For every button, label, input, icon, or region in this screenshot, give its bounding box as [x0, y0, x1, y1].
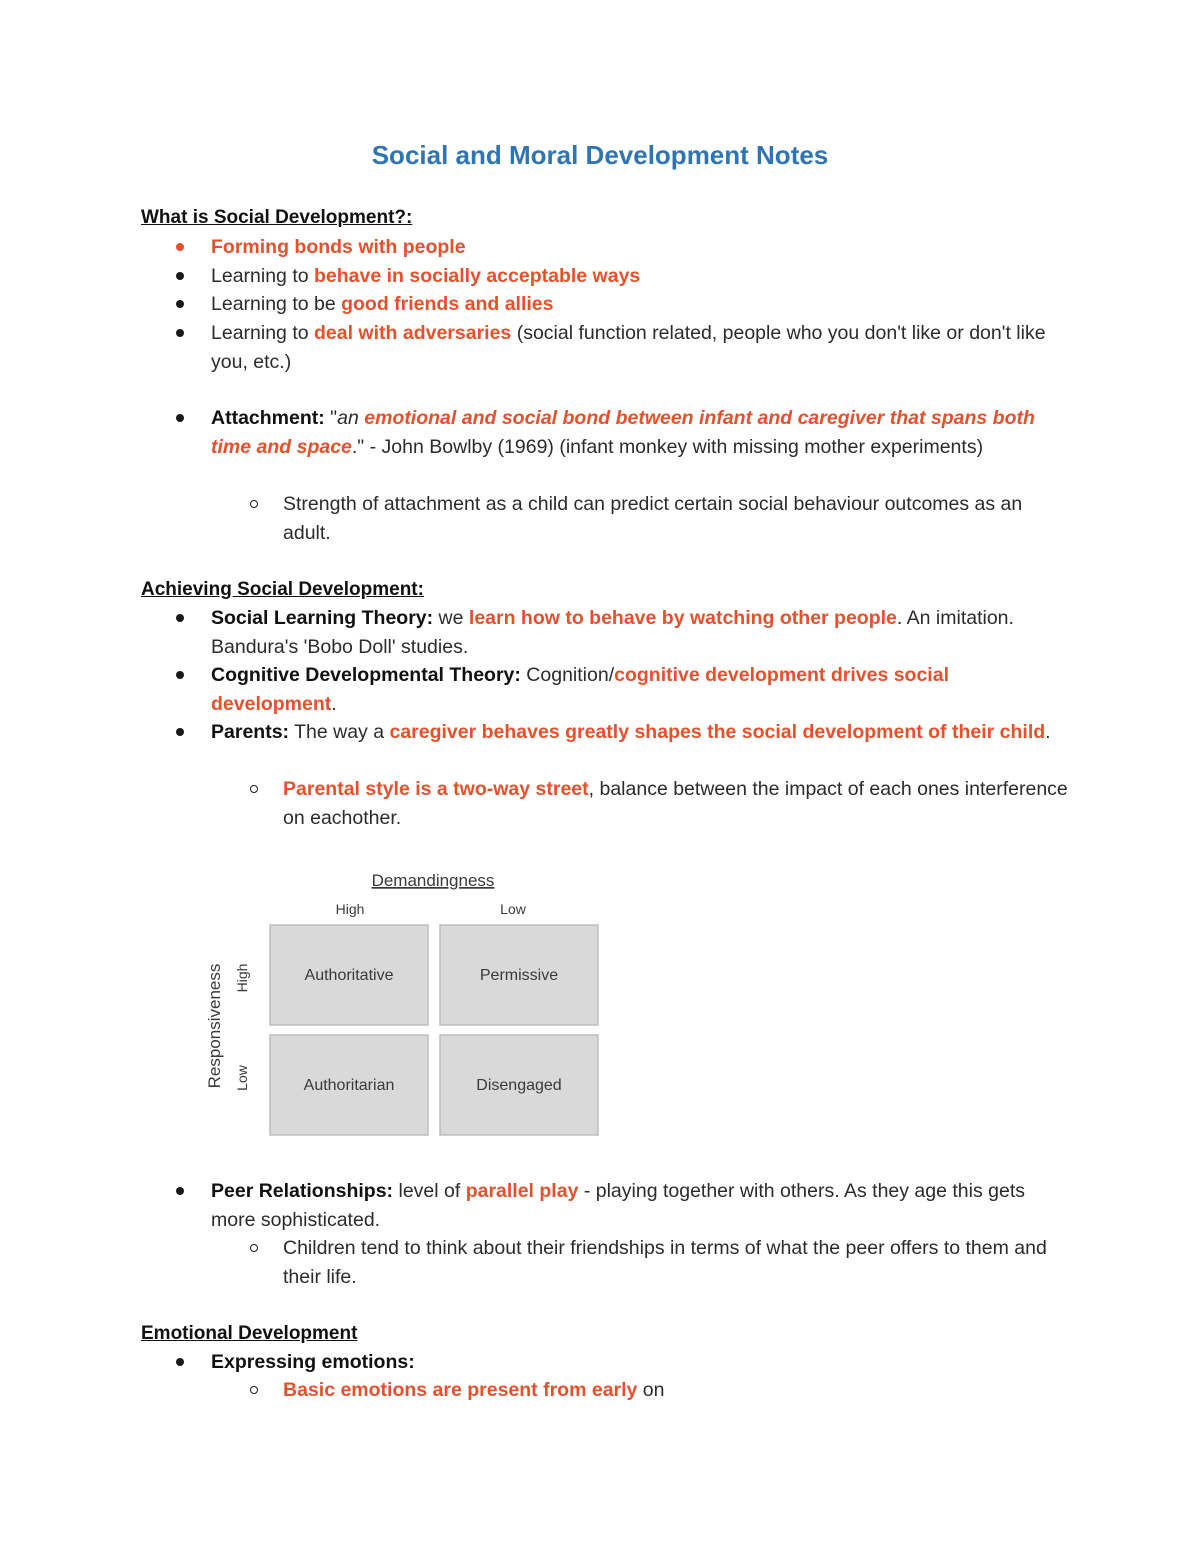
list-item-peer-relationships: Peer Relationships: level of parallel play - playing together with others. As they age this gets more sophisticated. [211, 1177, 1071, 1234]
responsiveness-label: Responsiveness [205, 963, 224, 1089]
bullet-icon [176, 671, 184, 679]
column-high-label: High [335, 901, 365, 917]
cell-label-authoritative: Authoritative [304, 967, 394, 984]
hollow-bullet-icon [250, 1386, 258, 1394]
bullet-icon [176, 728, 184, 736]
page-title: Social and Moral Development Notes [371, 140, 829, 170]
cell-label-authoritarian: Authoritarian [303, 1077, 395, 1094]
section-heading-emotional-development: Emotional Development [141, 1323, 358, 1344]
row-low-label: Low [234, 1065, 250, 1091]
bullet-icon [176, 272, 184, 280]
bullet-icon [176, 1358, 184, 1366]
sub-list-item: Strength of attachment as a child can predict certain social behaviour outcomes as an adult. [283, 490, 1073, 547]
bullet-icon [176, 1187, 184, 1195]
demandingness-label: Demandingness [371, 871, 495, 890]
list-item-cognitive-developmental-theory: Cognitive Developmental Theory: Cognition/cognitive development drives social development. [211, 661, 1071, 718]
bullet-icon [176, 614, 184, 622]
list-item: Learning to be good friends and allies [211, 290, 1071, 319]
list-item: Forming bonds with people [211, 233, 1071, 262]
bullet-icon [176, 300, 184, 308]
list-item: Learning to deal with adversaries (social function related, people who you don't like or don't like you, etc.) [211, 319, 1071, 376]
parenting-styles-diagram [200, 866, 610, 1146]
section-heading-what-is-social-development: What is Social Development?: [141, 207, 413, 228]
hollow-bullet-icon [250, 785, 258, 793]
list-item-parents: Parents: The way a caregiver behaves greatly shapes the social development of their child. [211, 718, 1071, 747]
cell-label-disengaged: Disengaged [476, 1077, 562, 1094]
bullet-icon [176, 329, 184, 337]
section-heading-achieving-social-development: Achieving Social Development: [141, 579, 424, 600]
hollow-bullet-icon [250, 1244, 258, 1252]
cell-label-permissive: Permissive [479, 967, 559, 984]
list-item-attachment: Attachment: "an emotional and social bond between infant and caregiver that spans both time and space." - John Bowlby (1969) (infant monkey with missing mother experiments) [211, 404, 1071, 461]
list-item-expressing-emotions: Expressing emotions: [211, 1348, 1071, 1377]
column-low-label: Low [500, 901, 526, 917]
list-item-social-learning-theory: Social Learning Theory: we learn how to behave by watching other people. An imitation. Bandura's 'Bobo Doll' studies. [211, 604, 1071, 661]
hollow-bullet-icon [250, 500, 258, 508]
bullet-icon [176, 243, 184, 251]
sub-list-item: Basic emotions are present from early on [283, 1376, 1073, 1405]
sub-list-item: Children tend to think about their friendships in terms of what the peer offers to them and their life. [283, 1234, 1073, 1291]
list-item: Learning to behave in socially acceptable ways [211, 262, 1071, 291]
row-high-label: High [234, 963, 250, 993]
bullet-icon [176, 414, 184, 422]
sub-list-item: Parental style is a two-way street, balance between the impact of each ones interference on eachother. [283, 775, 1073, 832]
